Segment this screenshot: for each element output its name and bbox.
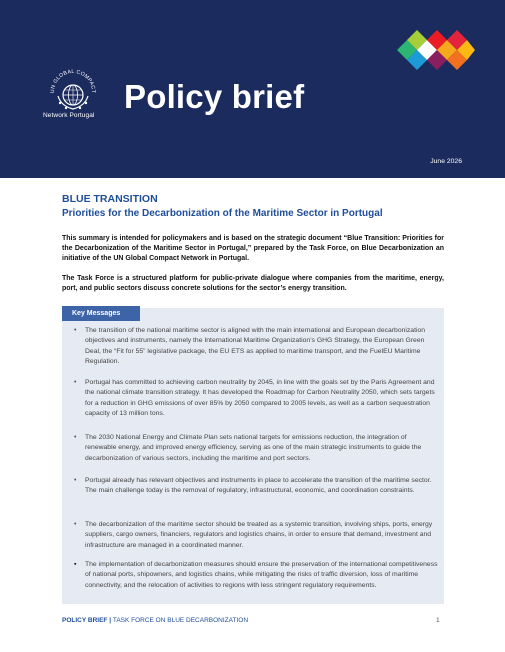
footer-separator: | [107,617,113,624]
bullet-icon: ▪ [74,561,77,568]
page-footer [62,617,248,624]
bullet-icon: • [74,379,77,386]
sdg-colorful-arrows-icon [393,30,475,70]
footer-brief-label: POLICY BRIEF [62,617,108,624]
page-number: 1 [436,617,440,624]
key-message-item: • The transition of the national maritime sector is aligned with the main international and European decarbonization objectives and instruments, namely the International Maritime Organization’s GHG Strategy, the European Green Deal, the “Fit for 55” legislative package, the EU ETS as applied to maritime transport, and the FuelEU Maritime Regulation. [74,327,426,365]
bullet-icon: • [74,477,77,484]
svg-text:UN GLOBAL COMPACT: UN GLOBAL COMPACT [49,68,97,94]
page-title: Policy brief [124,78,305,115]
key-message-item: • The 2030 National Energy and Climate Plan sets national targets for emissions reduction, the integration of renewable energy, and improved energy efficiency, serving as one of the main strategic instruments to guide the decarbonization of various sectors, including the maritime and port sectors. [74,434,422,462]
logo-subtitle: Network Portugal [43,112,95,119]
key-message-item: ▪ The implementation of decarbonization measures should ensure the preservation of the international competitiveness of national ports, shipowners, and logistics chains, while mitigating the risks of traffic diversion, loss of maritime connectivity, and the relocation of activities to regions with less stringent regulatory requirements. [74,561,438,589]
article-subheading: Priorities for the Decarbonization of the Maritime Sector in Portugal [62,208,383,219]
bullet-icon: • [74,434,77,441]
key-message-item: • Portugal already has relevant objectives and instruments in place to accelerate the transition of the maritime sector. The main challenge today is the removal of regulatory, infrastructural, economic, and coordination constraints. [74,477,432,495]
article-heading: BLUE TRANSITION [62,193,158,205]
key-message-item: • Portugal has committed to achieving carbon neutrality by 2045, in line with the goals set by the Paris Agreement and the national climate transition strategy. It has developed the Roadmap for Carbon Neutrality 2050, which sets targets for a reduction in GHG emissions of over 85% by 2050 compared to 2005 levels, as well as a carbon sequestration capacity of 13 million tons. [74,379,435,417]
bullet-icon: • [74,327,77,334]
bullet-icon: • [74,521,77,528]
footer-task-force: TASK FORCE ON BLUE DECARBONIZATION [112,617,249,624]
header-divider [0,175,505,178]
intro-paragraph: This summary is intended for policymakers and is based on the strategic document “Blue Transition: Priorities for the Decarbonization of the Maritime Sector in Portugal,” prepared by the Task Force, on Blue Decarbonization an initiative of the UN Global Compact Network in Portugal. [62,235,444,263]
key-messages-label: Key Messages [62,306,140,321]
key-message-item: • The decarbonization of the maritime sector should be treated as a systemic transition, involving ships, ports, energy suppliers, cargo owners, financiers, regulators and logistics chains, in order to ensure that demand, investment and infrastructure are managed in a coordinated manner. [74,521,433,549]
task-force-paragraph: The Task Force is a structured platform for public-private dialogue where companies from the maritime, energy, port, and public sectors discuss concrete solutions for the sector’s energy transition. [62,275,444,293]
publication-date: June 2026 [430,158,462,165]
